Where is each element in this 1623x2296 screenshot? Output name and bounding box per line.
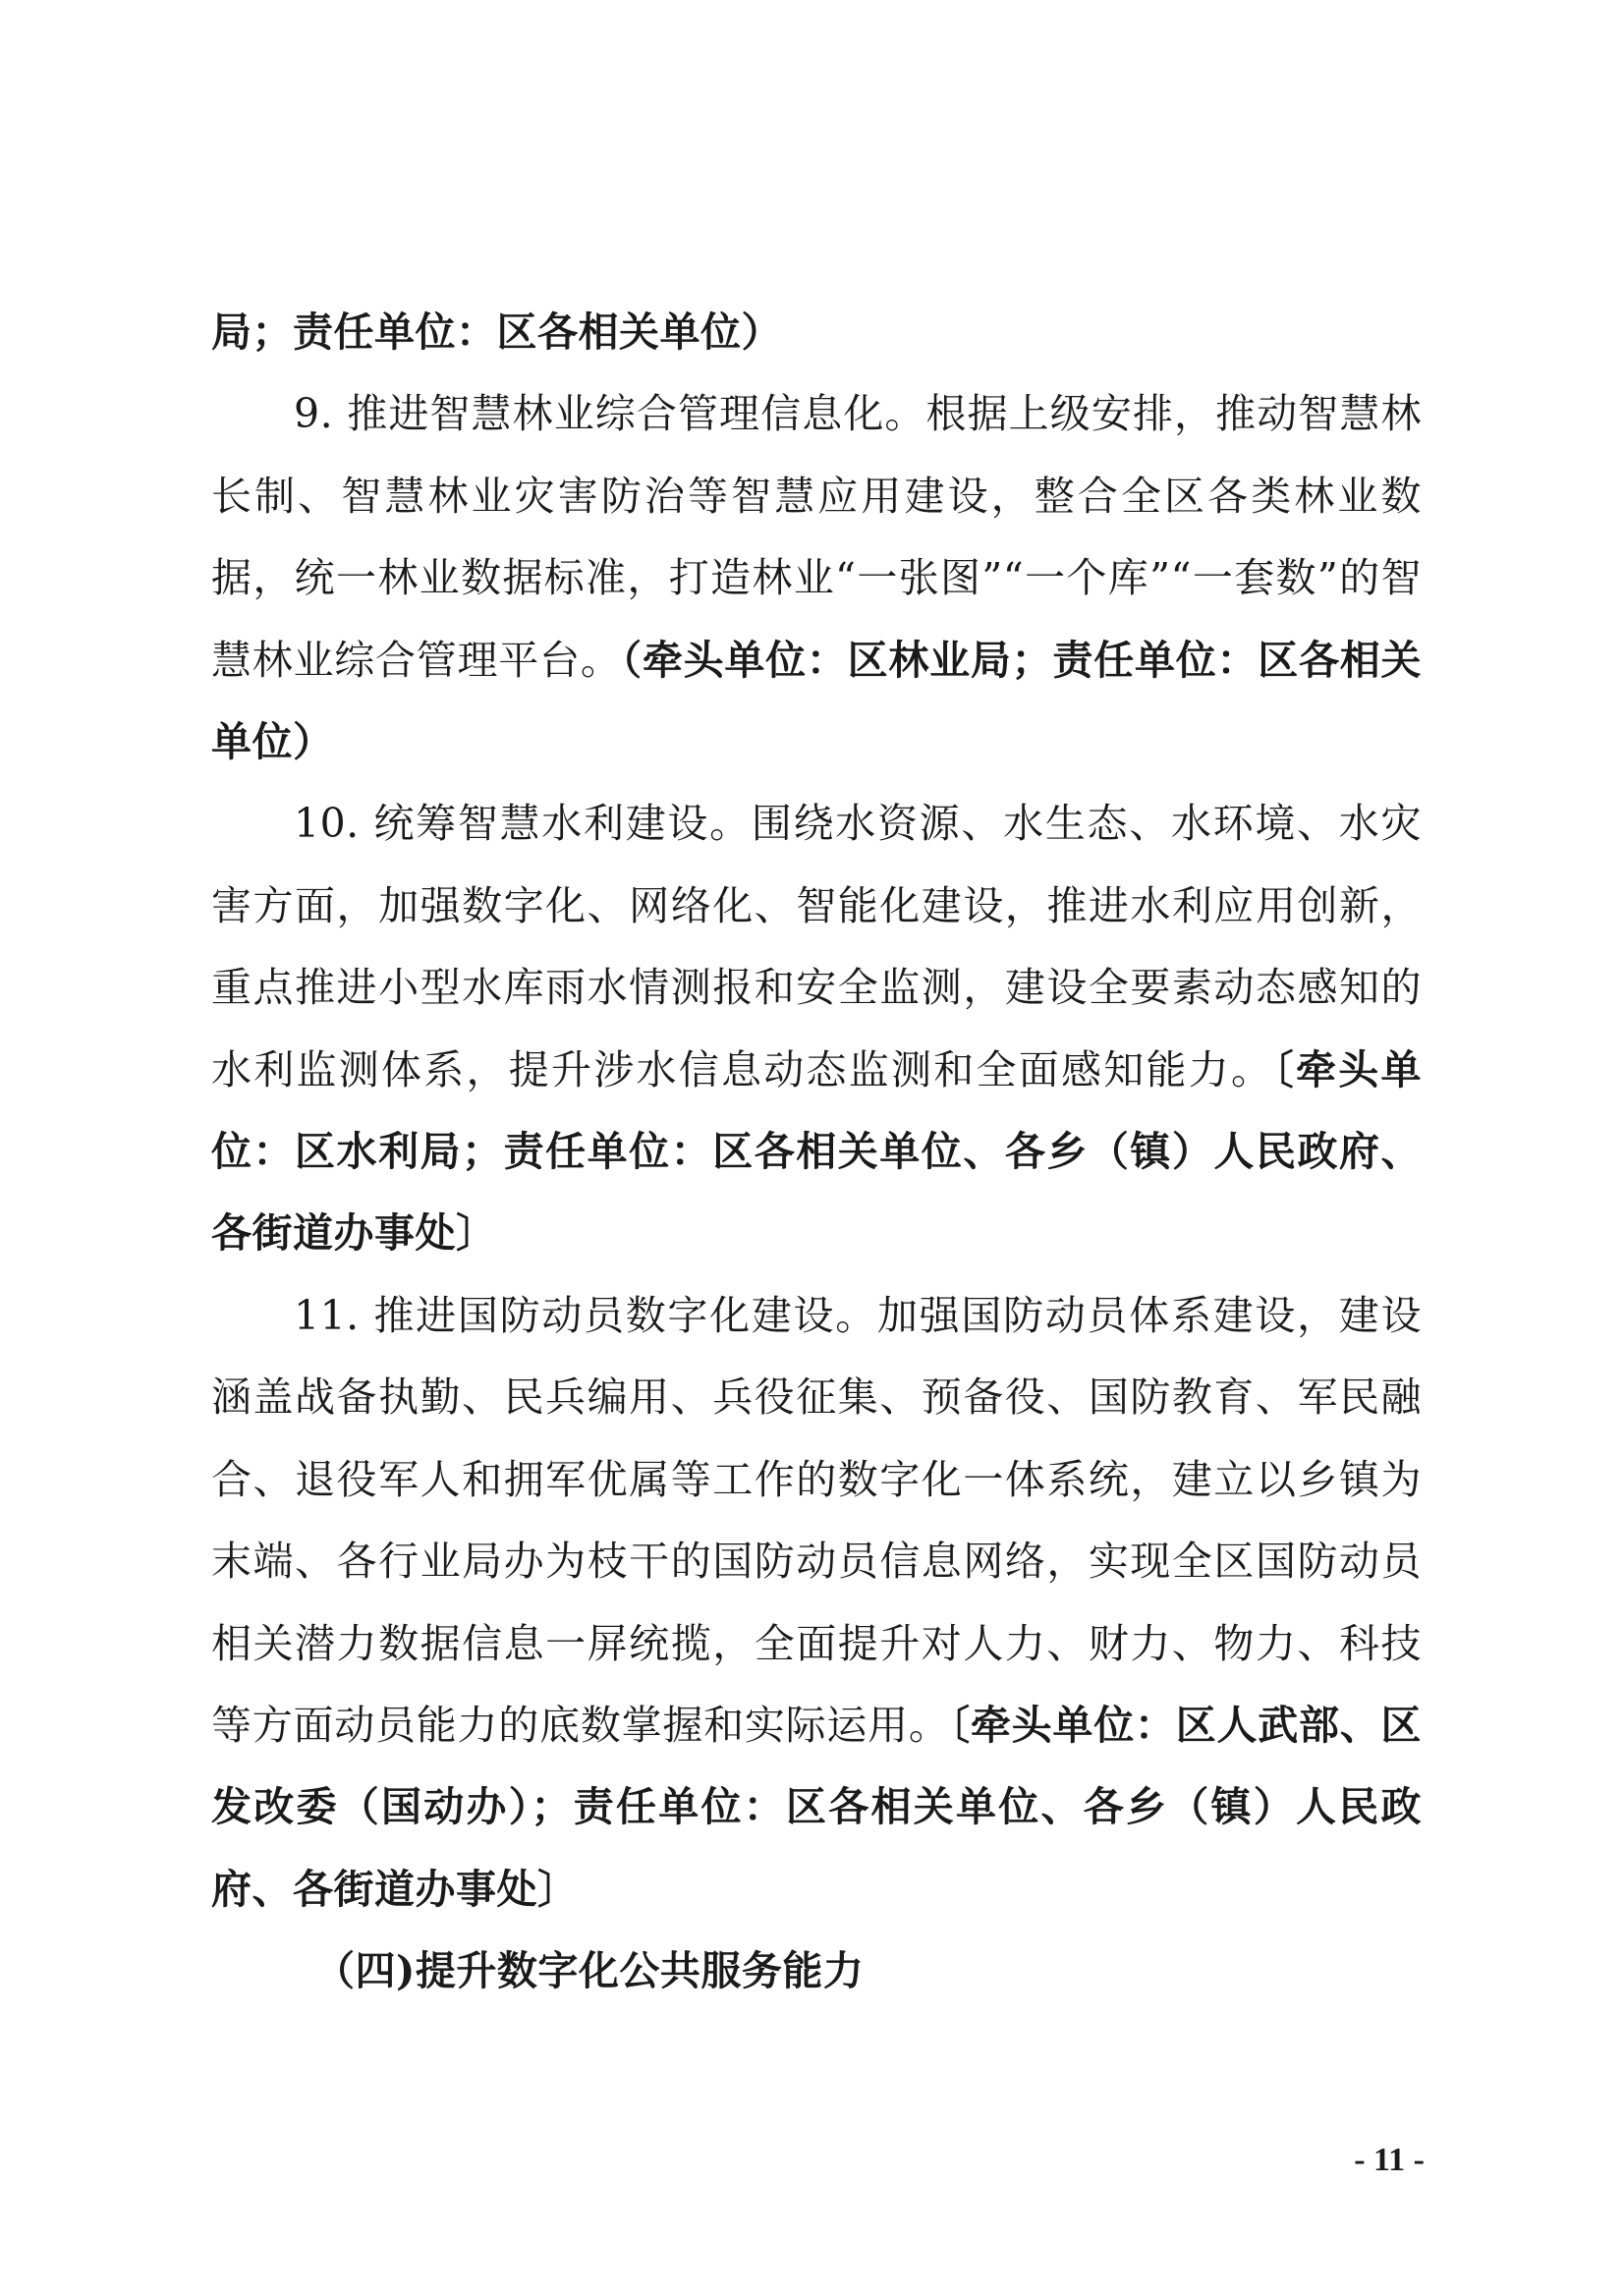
paragraph-text: 11. 推进国防动员数字化建设。加强国防动员体系建设，建设涵盖战备执勤、民兵编用、兵役征集、预备役、国防教育、军民融合、退役军人和拥军优属等工作的数字化一体系统，建立以乡镇为末端、各行业局办为枝干的国防动员信息网络，实现全区国防动员相关潜力数据信息一屏统揽，全面提升对人力、财力、物力、科技等方面动员能力的底数掌握和实际运用。 xyxy=(211,1291,1422,1749)
document-body xyxy=(211,292,1422,2013)
paragraph-item-10 xyxy=(211,783,1422,1274)
section-heading: （四)提升数字化公共服务能力 xyxy=(314,1947,865,1995)
paragraph-item-11 xyxy=(211,1275,1422,1931)
paragraph-item-9 xyxy=(211,373,1422,783)
paragraph-text: 10. 统筹智慧水利建设。围绕水资源、水生态、水环境、水灾害方面，加强数字化、网络化、智能化建设，推进水利应用创新，重点推进小型水库雨水情测报和安全监测，建设全要素动态感知的水利监测体系，提升涉水信息动态监测和全面感知能力。 xyxy=(211,800,1422,1093)
paragraph-tail-8 xyxy=(211,292,1422,373)
responsibility-note: 〔牵头单位：区人武部、区发改委（国动办）；责任单位：区各相关单位、各乡（镇）人民政府、各街道办事处〕 xyxy=(211,1701,1423,1913)
responsibility-note: 局；责任单位：区各相关单位） xyxy=(211,308,782,356)
responsibility-note: 〔牵头单位：区水利局；责任单位：区各相关单位、各乡（镇）人民政府、各街道办事处〕 xyxy=(211,1045,1422,1258)
page-number: - 11 - xyxy=(1354,2142,1425,2178)
responsibility-note: （牵头单位：区林业局；责任单位：区各相关单位） xyxy=(211,636,1423,766)
paragraph-text: 9. 推进智慧林业综合管理信息化。根据上级安排，推动智慧林长制、智慧林业灾害防治等智慧应用建设，整合全区各类林业数据，统一林业数据标准，打造林业“一张图”“一个库”“一套数”的智慧林业综合管理平台。 xyxy=(211,390,1422,684)
